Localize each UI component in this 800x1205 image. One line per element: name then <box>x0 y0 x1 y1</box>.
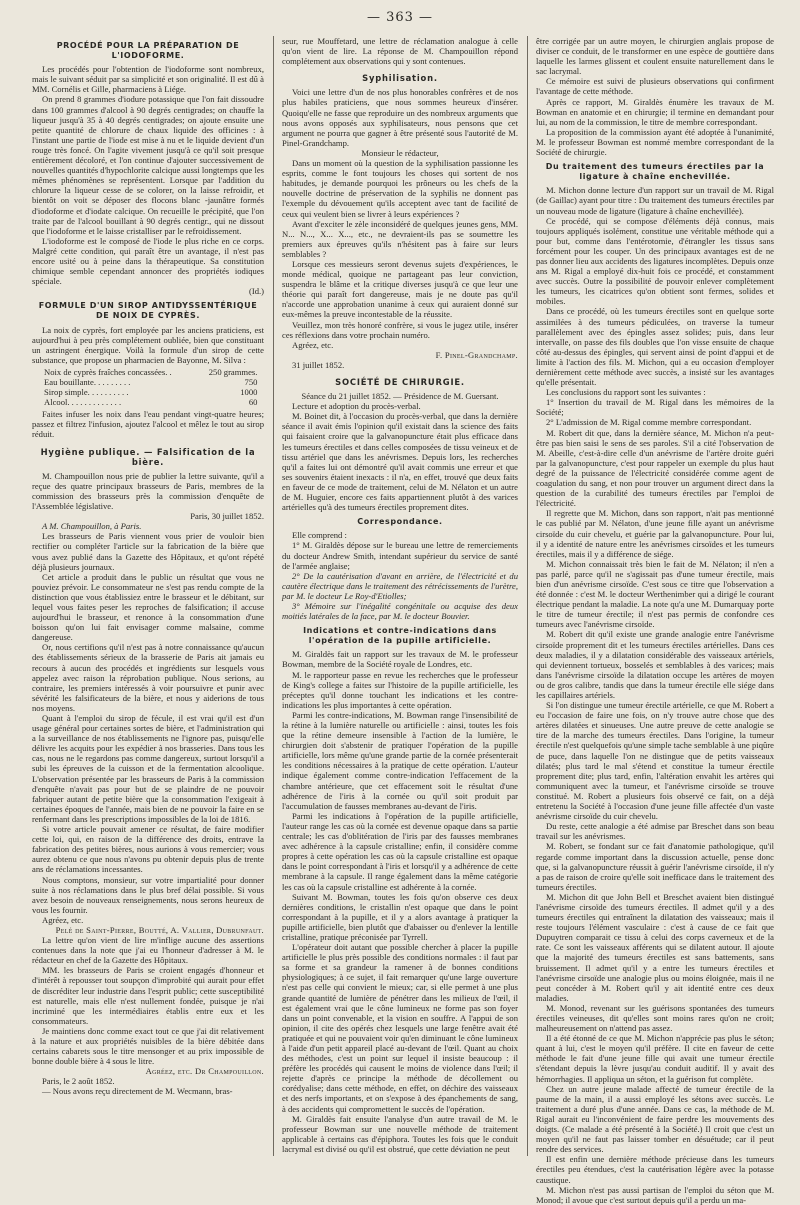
recipe-qty: 250 grammes. <box>208 366 258 377</box>
paragraph: M. le rapporteur passe en revue les recherches que le professeur de King's college a faites sur l'histoire de la pupille artificielle, les préceptes qu'il donne touchant les indications et les contre-indications les plus importantes à cette opération. <box>282 669 518 710</box>
letter-salutation: Monsieur le rédacteur, <box>361 147 439 158</box>
letter-signature: F. Pinel-Grandchamp. <box>435 349 518 360</box>
paragraph: Quant à l'emploi du sirop de fécule, il est vrai qu'il est d'un usage général pour certaines sortes de bière, et l'administration qui a la surveillance de nos établissements ne l'ignore pas, puisqu'elle délivre les acquits pour les expédier à nos brasseries. Dans tous les cas, nous ne le regardons pas comme dangereux, surtout lorsqu'il a subi les épreuves de la cuisson et de la fermentation alcoolique. L'observation présentée par les brasseurs de Paris à la commission d'enquête n'avait pas pour but de se plaindre de ne pouvoir fabriquer autant de petite bière que la consommation l'exigeait à certaines époques de l'année, mais bien de ne pouvoir la faire en se renfermant dans les prescriptions impossibles de la loi de 1816. <box>32 713 264 824</box>
paragraph: 2° L'admission de M. Rigal comme membre correspondant. <box>546 417 752 428</box>
recipe-item: Eau bouillante. . . . . . . . . <box>44 377 131 387</box>
paragraph: M. Michon dit que John Bell et Breschet avaient bien distingué l'anévrisme cirsoïde des tumeurs érectiles. Il admet qu'il y a des tumeurs érectiles qui entraînent la dilatation des vaisseaux; mais il reste toujours l'élément vasculaire : c'est à cause de ce fait que Dupuytren comparait ce tissu à celui des corps caverneux et de la rate. Ce sont les vaisseaux afférents qui se dilatent autour. Il ajoute que la majorité des tumeurs érectiles est sans battements, sans bruissement. Il admet qu'il y a entre les tumeurs érectiles et l'anévrisme cirsoïde une analogie plus ou moins éloignée, mais il ne peut concéder à M. Robert qu'il y ait identité entre ces deux maladies. <box>536 891 774 1003</box>
subheading-artificial-pupil: Indications et contre-indications dans l'opération de la pupille artificielle. <box>303 626 497 646</box>
paragraph: Lorsque ces messieurs seront devenus sujets d'expériences, le monde médical, quoique ne partageant pas leur conviction, suspendra le blâme et la critique diverses jusqu'à ce que leur une théorie qui paraît fort dangereuse, mais je ne doute pas qu'il n'accorde une approbation unanime à ceux qui auraient donné sur eux-mêmes la preuve incontestable de la réussite. <box>282 258 518 320</box>
paragraph: M. Michon n'est pas aussi partisan de l'emploi du séton que M. Monod; il avoue que c'est surtout depuis qu'il a perdu un ma- <box>536 1184 774 1205</box>
recipe-qty: 1000 <box>240 387 258 398</box>
section-heading-hygiene: Hygiène publique. — Falsification de la bière. <box>40 446 256 467</box>
paragraph: M. Michon connaissait très bien le fait de M. Nélaton; il n'en a pas parlé, parce qu'il ne s'agissait pas d'une tumeur érectile, mais bien d'un anévrisme cirsoïde. C'est sous ce titre que l'observation a été donnée : c'est M. le docteur Werthenimber qui a dirigé le courant électrique pendant la maladie. La note qu'a une M. Dumarquay porte le titre de tumeur érectile; il n'est pas permis de confondre ces tumeurs avec l'anévrisme cirsoïde. <box>536 558 774 630</box>
paragraph: Dans un moment où la question de la syphilisation passionne les esprits, comme le font toujours les choses qui sortent de nos habitudes, je demande pourquoi les prôneurs ou les chefs de la nouvelle doctrine de préservation de la syphilis ne donnent pas l'exemple du dévouement qu'ils acceptent avec tant de facilité de ceux qui veulent bien se livrer à leurs expériences ? <box>282 158 518 219</box>
paragraph: L'opérateur doit autant que possible chercher à placer la pupille artificielle le plus près possible des conditions normales : il faut par sa forme et sa grandeur la ramener à de bonnes conditions physiologiques; à ce sujet, il fait remarquer qu'une large ouverture n'est pas celle qui convient le mieux; car, si elle permet à une plus grande quantité de lumière de pénétrer dans les milieux de l'œil, il est également vrai que le cône lumineux ne forme pas son foyer dans un point convenable, et la vision en souffre. A l'appui de son opinion, il cite des opérés chez lesquels une large fenêtre avait été pratiquée et qui ne pouvaient voir qu'en diminuant le cône lumineux à l'aide d'un petit appareil placé au-devant de l'œil. Quant au choix des méthodes, c'est un point sur lequel il insiste beaucoup : il préfère les procédés qui causent le moins de violence dans l'œil; il rejette d'après ce principe la méthode de décollement ou corédyalise; dans cette méthode, en effet, on déchire des vaisseaux et des nerfs importants, et on s'expose à des épanchements de sang, à des accidents qui compromettent le succès de l'opération. <box>282 942 518 1114</box>
paragraph: — Nous avons reçu directement de M. Wecmann, bras- <box>42 1086 233 1097</box>
paragraph: M. Champouillon nous prie de publier la lettre suivante, qu'il a reçue des quatre principaux brasseurs de Paris, membres de la commission des brasseurs près la commission d'enquête de l'Assemblée législative. <box>32 470 264 512</box>
paragraph: seur, rue Mouffetard, une lettre de réclamation analogue à celle qu'on vient de lire. La réponse de M. Champouillon répond complétement aux observations qui y sont contenues. <box>282 36 518 67</box>
recipe-qty: 60 <box>248 397 258 408</box>
letter-date: Paris, 30 juillet 1852. <box>190 511 264 522</box>
paragraph: 3° Mémoire sur l'inégalité congénitale ou acquise des deux moitiés latérales de la face, par M. le docteur Bouvier. <box>282 600 518 622</box>
recipe-item: Sirop simple. . . . . . . . . . <box>44 387 129 398</box>
recipe-item: Noix de cyprès fraîches concassées. . <box>44 366 172 377</box>
paragraph: Voici une lettre d'un de nos plus honorables confrères et de nos plus habiles praticiens, que nous sommes heureux d'insérer. Quoiqu'elle ne fasse que reproduire un des nombreux arguments que nous avons opposés aux syphilisateurs, nous pensons que cet argument ne pourra que gagner à être présenté sous l'autorité de M. Pinel-Grandchamp. <box>282 87 518 148</box>
paragraph: Il regrette que M. Michon, dans son rapport, n'ait pas mentionné le cas publié par M. Nélaton, d'une jeune fille ayant un anévrisme cirsoïde du cuir chevelu, et guérie par la galvanopuncture. Pour lui, il y a identité de nature entre les anévrismes cirsoïdes et les tumeurs érectiles, mais il y a différence de siége. <box>536 508 774 559</box>
paragraph: M. Giraldès fait ensuite l'analyse d'un autre travail de M. le professeur Bowman sur une nouvelle méthode de traitement applicable à certains cas d'épiphora. Toutes les fois que le conduit lacrymal est divisé ou qu'il est obstrué, que cette déviation ne peut <box>282 1113 518 1154</box>
paragraph: 1° M. Giraldès dépose sur le bureau une lettre de remerciements du docteur Andrew Smith, intendant supérieur du service de santé de l'armée anglaise; <box>282 540 518 571</box>
paragraph: Lecture et adoption du procès-verbal. <box>292 401 421 412</box>
letter-date: Paris, le 2 août 1852. <box>42 1076 115 1087</box>
paragraph: Dans ce procédé, où les tumeurs érectiles sont en quelque sorte assimilées à des tumeurs pédiculées, on traverse la tumeur parallèlement avec des épingles assez solides; puis, dans leur intervalle, on passe des fils doubles que l'on visse ensuite de chaque côté au-dessus des épingles, qui servent ainsi de point d'appui et de limite à l'action des fils. M. Michon, qui a eu occasion d'employer dernièrement cette méthode avec succès, a insisté sur les avantages qu'elle présentait. <box>536 306 774 388</box>
paragraph: M. Robert, se fondant sur ce fait d'anatomie pathologique, qu'il regarde comme important dans la discussion actuelle, pense donc que, si la galvanopuncture réussit à guérir l'anévrisme cirsoïde, il n'y a pas de raison de croire qu'elle soit inefficace dans le traitement des tumeurs érectiles. <box>536 841 774 892</box>
column-divider <box>527 36 528 1156</box>
section-heading-surgery-society: SOCIÉTÉ DE CHIRURGIE. <box>335 377 465 387</box>
paragraph: M. Boinet dit, à l'occasion du procès-verbal, que dans la dernière séance il avait émis l'opinion qu'il existait dans la science des faits qui faisaient croire que la galvanopuncture était plus efficace dans les tumeurs érectiles et dans celles composées de tissu veineux et de tissu artériel que dans les anévrismes. Depuis lors, les recherches qu'il a faites lui ont démontré qu'il avait commis une erreur et que ses souvenirs étaient inexacts : il n'a, en effet, trouvé que deux faits en faveur de ce mode de traitement, celui de M. Nélaton et un autre de M. Huguier, encore ces faits appartiennent plutôt à des varices artérielles qu'à des tumeurs érectiles proprement dites. <box>282 411 518 513</box>
paragraph: Agréez, etc. <box>42 914 84 925</box>
recipe-qty: 750 <box>244 377 258 387</box>
recipe-row <box>44 387 257 397</box>
paragraph: Je maintiens donc comme exact tout ce que j'ai dit relativement à la nature et aux propriétés nuisibles de la bière débitée dans certains cabarets sous le titre mensonger et au prix impossible de bonne double bière à 4 sous le litre. <box>32 1025 264 1067</box>
paragraph: On prend 8 grammes d'iodure potassique que l'on fait dissoudre dans 100 grammes d'alcool à 90 degrés centigrades; on chauffe la liqueur jusqu'à 35 à 40 degrés centigrades; on ajoute ensuite une petite quantité de chlorure de chaux liquide des officines : à l'instant une partie de l'iode est mise à nu et le liquide devient d'un rouge très foncé. On l'agite vivement jusqu'à ce qu'il soit presque entièrement décoloré, et l'on continue d'ajouter successivement de nouvelles quantités d'hypochlorite calcique aussi longtemps que les mêmes phénomènes se représentent. Lorsque par l'addition du chlorure la liqueur cesse de se colorer, on la laisse refroidir, et bientôt on voit se déposer des flocons blanc -jaunâtre formés d'iodoforme et d'iodate calcique. On recueille le précipité, que l'on traite par de l'alcool bouillant à 90 degrés centigr., qui ne dissout que l'iodoforme et le laisse cristalliser par le refroidissement. <box>32 94 264 236</box>
paragraph: Les conclusions du rapport sont les suivantes : <box>546 387 706 398</box>
letter-signature: Agréez, etc. Dr Champouillon. <box>145 1066 264 1077</box>
paragraph: M. Giraldès fait un rapport sur les travaux de M. le professeur Bowman, membre de la Société royale de Londres, etc. <box>282 649 518 670</box>
recipe-row <box>44 397 257 407</box>
paragraph: Or, nous certifions qu'il n'est pas à notre connaissance qu'aucun des établissements sérieux de la brasserie de Paris ait jamais eu recours à aucun des procédés et ingrédients sur lesquels vous appelez avec raison la réprobation publique. Nous serions, au contraire, les premiers intéressés à voir poursuivre et punir avec sévérité les falsificateurs de la bière, et nous y aiderions de tous nos moyens. <box>32 642 264 713</box>
paragraph: Parmi les contre-indications, M. Bowman range l'insensibilité de la rétine à la lumière naturelle ou artificielle : ainsi, toutes les fois que la rétine demeure insensible à l'action de la lumière, le chirurgien doit s'abstenir de pratiquer l'opération de la pupille artificielle, lors même qu'une grande partie de la cornée présenterait les conditions nécessaires à la pratique de cette opération. L'auteur indique également comme contre-indication l'effacement de la chambre antérieure, que cet effacement soit le résultat d'une adhérence de l'iris à la cornée ou qu'il soit produit par l'accumulation de fausses membranes au-devant de l'iris. <box>282 709 518 811</box>
paragraph: Ce mémoire est suivi de plusieurs observations qui confirment l'avantage de cette méthode. <box>536 76 774 97</box>
paragraph: 1° Insertion du travail de M. Rigal dans les mémoires de la Société; <box>536 397 774 418</box>
column-right <box>536 36 774 1205</box>
letter-signatories: Pelé de Saint-Pierre, Boutté, A. Vallier, Dubrunfaut. <box>55 924 264 935</box>
paragraph: La proposition de la commission ayant été adoptée à l'unanimité, M. le professeur Bowman est nommé membre correspondant de la Société de chirurgie. <box>536 126 774 158</box>
paragraph: Les procédés pour l'obtention de l'iodoforme sont nombreux, mais le suivant séduit par sa simplicité et son originalité. Il est dû à MM. Cornélis et Gille, pharmaciens à Liége. <box>32 64 264 95</box>
paragraph: M. Robert dit que, dans la dernière séance, M. Michon n'a peut-être pas bien saisi le sens de ses paroles. S'il a cité l'observation de M. Abeille, c'est-à-dire celle d'un anévrisme de l'artère droite guéri par la galvanopuncture, c'est pour rappeler un exemple du plus haut degré de la puissance de l'électricité considérée comme agent de coagulation du sang, et non pour trouver un argument direct dans la question de la curabilité des tumeurs érectiles par l'emploi de l'électricité. <box>536 427 774 509</box>
paragraph: M. Michon donne lecture d'un rapport sur un travail de M. Rigal (de Gaillac) ayant pour titre : Du traitement des tumeurs érectiles par un nouveau mode de ligature (ligature à chaîne enchevillée). <box>536 185 774 216</box>
recipe-row <box>44 367 257 377</box>
session-line: Séance du 21 juillet 1852. — Présidence de M. Guersant. <box>301 391 499 402</box>
column-middle <box>282 36 518 1156</box>
article-heading-syrup: FORMULE D'UN SIROP ANTIDYSSENTÉRIQUE DE NOIX DE CYPRÈS. <box>38 301 258 321</box>
paragraph: La lettre qu'on vient de lire m'inflige aucune des assertions contenues dans la note que j'ai eu l'honneur d'adresser à M. le rédacteur en chef de la Gazette des Hôpitaux. <box>32 935 264 966</box>
recipe-table <box>44 367 257 407</box>
paragraph: M. Monod, revenant sur les guérisons spontanées des tumeurs érectiles veineuses, dit qu'elles sont moins rares qu'on ne croit; malheureusement on n'attend pas assez. <box>536 1002 774 1034</box>
paragraph: 2° De la cautérisation d'avant en arrière, de l'électricité et du cautère électrique dans le traitement des rétrécissements de l'urètre, par M. le docteur Le Roy-d'Etiolles; <box>282 570 518 601</box>
section-heading-syphilisation: Syphilisation. <box>362 73 438 84</box>
column-left <box>32 36 264 1156</box>
paragraph: L'iodoforme est le composé de l'iode le plus riche en ce corps. Malgré cette condition, qui paraît être un avantage, il n'est pas encore usité ou à peine dans la thérapeutique. Sa constitution chimique semble cependant annoncer des propriétés iodiques spéciale. <box>32 235 264 287</box>
paragraph: être corrigée par un autre moyen, le chirurgien anglais propose de diviser ce conduit, de le transformer en une espèce de gouttière dans laquelle les larmes glissent et coulent ensuite naturellement dans le sac lacrymal. <box>536 36 774 77</box>
paragraph: Parmi les indications à l'opération de la pupille artificielle, l'auteur range les cas où la cornée est devenue opaque dans sa partie centrale; les cas d'oblitération de l'iris par des fausses membranes avec adhérence à la capsule cristalline; enfin, il considère comme propres à cette opération les cas où la capsule cristalline est opaque dans le point correspondant à l'iris et lorsqu'il y a adhérence de cette membrane à la capsule. Il range également dans la même catégorie les cas où la capsule cristalline est adhérente à la cornée. <box>282 810 518 892</box>
paragraph: Avant d'exciter le zèle inconsidéré de quelques jeunes gens, MM. N... N..., X... X..., etc., ne devraient-ils pas se soumettre les premiers aux épreuves qu'ils n'hésitent pas à faire sur leurs semblables ? <box>282 218 518 259</box>
paragraph: Si votre article pouvait amener ce résultat, de faire modifier cette loi, qui, en raison de la différence des droits, entrave la fabrication des petites bières, nous aurions à vous remercier; vous aurez obtenu ce que nous n'avons pu obtenir depuis plus de trente ans de réclamations incessantes. <box>32 824 264 875</box>
paragraph: Les brasseurs de Paris viennent vous prier de vouloir bien rectifier ou compléter l'article sur la fabrication de la bière que vous avez publié dans la Gazette des Hôpitaux, et qu'ont répété déjà plusieurs journaux. <box>32 531 264 572</box>
subheading-correspondence: Correspondance. <box>357 517 443 527</box>
subheading-erectile-tumors: Du traitement des tumeurs érectiles par la ligature à chaîne enchevillée. <box>545 162 765 182</box>
paragraph: Chez un autre jeune malade affecté de tumeur érectile de la paume de la main, il a aussi employé les sétons avec succès. Le traitement a duré plus d'une année. Dans ce cas, la méthode de M. Rigal aurait eu l'inconvénient de faire perdre les mouvements des doigts. (Ce malade a été présenté à la Société.) Il croit que c'est un moyen qu'il ne faut pas laisser tomber en désuétude; car il peut rendre des services. <box>536 1083 774 1155</box>
paragraph: Du reste, cette analogie a été admise par Breschet dans son beau travail sur les anévrismes. <box>536 821 774 842</box>
article-heading-iodoform: PROCÉDÉ POUR LA PRÉPARATION DE L'IODOFORME. <box>56 41 240 61</box>
column-divider <box>273 36 274 1156</box>
paragraph: Elle comprend : <box>292 530 347 541</box>
paragraph: Après ce rapport, M. Giraldès énumère les travaux de M. Bowman en anatomie et en chirurgie; il termine en demandant pour lui, au nom de la commission, le titre de membre correspondant. <box>536 96 774 127</box>
paragraph: Veuillez, mon très honoré confrère, si vous le jugez utile, insérer ces réflexions dans votre prochain numéro. <box>282 319 518 340</box>
paragraph: Il a été étonné de ce que M. Michon n'apprécie pas plus le séton; quant à lui, c'est le moyen qu'il préfère. Il cite en faveur de cette méthode le fait d'une jeune fille qui avait une tumeur érectile s'étendant depuis la lèvre jusqu'au conduit auditif. Il y avait des hémorrhagies. Il appliqua un séton, et la guérison fut complète. <box>536 1033 774 1084</box>
paragraph: MM. les brasseurs de Paris se croient engagés d'honneur et d'intérêt à repousser tout soupçon d'improbité qui aurait pour effet de discréditer leur industrie dans l'esprit public; cette susceptibilité est naturelle, mais elle n'est nullement fondée, puisque je n'ai incriminé que les intermédiaires établis entre eux et les consommateurs. <box>32 965 264 1026</box>
page-number: — 363 — <box>366 10 434 25</box>
paragraph: Si l'on distingue une tumeur érectile artérielle, ce que M. Robert a eu l'occasion de faire une fois, on n'y trouve autre chose que des artères dilatées et sinueuses. Une autre preuve de cette analogie se tire de la marche des tumeurs érectiles. Dans l'origine, la tumeur érectile n'est quelquefois qu'une simple tache semblable à une piqûre de puce, dans laquelle l'on ne distingue que de petits vaisseaux dilatés; plus tard le mal s'étend et constitue la tumeur érectile proprement dite; plus tard, enfin, l'altération envahit les artères qui communiquent avec la tumeur, et l'anévrisme cirsoïde se trouve constitué. M. Robert a plusieurs fois observé ce fait, on a déjà entretenu la Société à l'occasion d'une jeune fille affectée d'un vaste anévrisme cirsoïde du cuir chevelu. <box>536 700 774 822</box>
paragraph: La noix de cyprès, fort employée par les anciens praticiens, est aujourd'hui à peu près complétement oubliée, bien que constituant un astringent énergique. Voilà la formule d'un sirop de cette substance, que propose un pharmacien de Bayonne, M. Silva : <box>32 324 264 365</box>
paragraph: Agréez, etc. <box>292 339 334 350</box>
paragraph: Faites infuser les noix dans l'eau pendant vingt-quatre heures; passez et filtrez l'infusion, ajoutez l'alcool et mêlez le tout au sirop réduit. <box>32 409 264 440</box>
paragraph: M. Robert dit qu'il existe une grande analogie entre l'anévrisme cirsoïde proprement dit et les tumeurs érectiles artérielles. Dans ces deux maladies, il y a dilatation considérable des vaisseaux artériels, qui deviennent tortueux, bosselés et semblables à des varices; mais dans l'anévrisme cirsoïde la dilatation occupe les artères de moyen ou de gros calibre, tandis que dans la tumeur érectile elle siége dans les capillaires artériels. <box>536 629 774 700</box>
paragraph: Cet article a produit dans le public un résultat que vous ne pouviez prévoir. Le consommateur ne s'est pas rendu compte de la distinction que vous établissiez entre le brasseur et le débitant, sur lequel vous faites peser les reproches de falsification; il accuse aujourd'hui le brasseur, et renonce à la consommation d'une boisson qu'on lui fait envisager comme malsaine, comme dangereuse. <box>32 571 264 643</box>
letter-date: 31 juillet 1852. <box>292 359 345 370</box>
paragraph: Suivant M. Bowman, toutes les fois qu'on observe ces deux dernières conditions, le cristallin n'est opaque que dans le point correspondant à la pupille, et il y a alors avantage à pratiquer la pupille artificielle, bien plutôt que d'abaisser ou d'enlever la lentille cristalline, pratique préconisée par Tyrrell. <box>282 891 518 942</box>
recipe-row <box>44 377 257 387</box>
recipe-item: Alcool. . . . . . . . . . . . . <box>44 397 122 408</box>
paragraph: Ce procédé, qui se compose d'éléments déjà connus, mais toujours appliqués isolément, constitue une véritable méthode qui a pour but, comme dans l'entérotomie, d'étrangler les tissus sans forcément pour les couper. Un des principaux avantages est de ne pas donner lieu aux accidents des ligatures incomplètes. Depuis onze ans M. Rigal a employé dix-huit fois ce procédé, et constamment avec succès. Outre la possibilité de pouvoir enlever complètement les tumeurs, les cicatrices qu'on obtient sont fermes, solides et mobiles. <box>536 215 774 307</box>
letter-address: A M. Champouillon, à Paris. <box>42 521 142 532</box>
paragraph: Il est enfin une dernière méthode précieuse dans les tumeurs érectiles peu étendues, c'est la cautérisation légère avec la potasse caustique. <box>536 1154 774 1185</box>
source-credit: (Id.) <box>248 286 264 297</box>
paragraph: Nous comptons, monsieur, sur votre impartialité pour donner suite à nos réclamations dans le plus bref délai possible. Si vous avez besoin de nouveaux renseignements, nous serons heureux de vous les fournir. <box>32 874 264 915</box>
